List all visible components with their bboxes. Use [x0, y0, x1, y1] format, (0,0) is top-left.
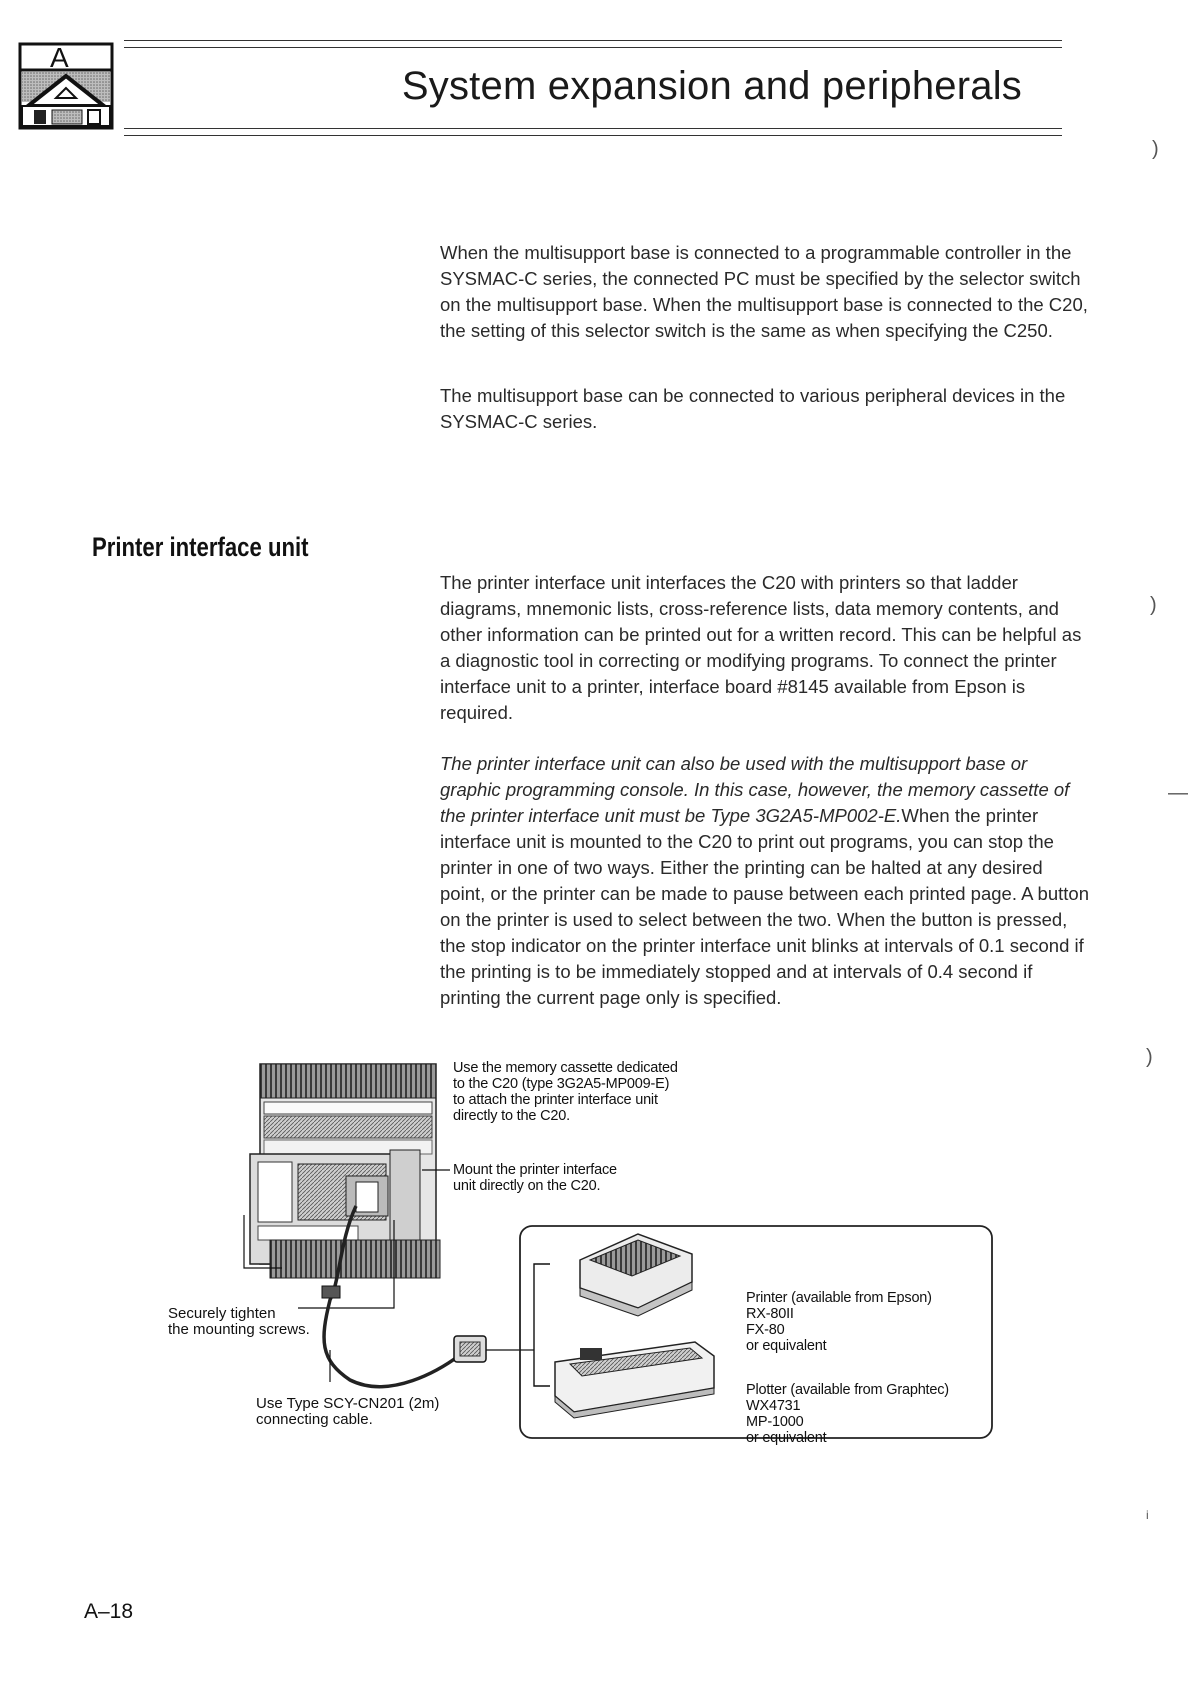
header-rule-bottom — [124, 128, 1062, 129]
caption-line: MP-1000 — [746, 1414, 804, 1430]
cable-clamp — [322, 1286, 340, 1298]
caption-line: connecting cable. — [256, 1411, 373, 1428]
caption-line: directly to the C20. — [453, 1108, 570, 1124]
caption-line: Use Type SCY-CN201 (2m) — [256, 1395, 440, 1412]
header-rule-top — [124, 40, 1062, 41]
caption-line: WX4731 — [746, 1398, 801, 1414]
caption-printer — [746, 1290, 932, 1354]
page-title: System expansion and peripherals — [401, 64, 1022, 108]
italic-note: The printer interface unit can also be used with the multisupport base or graphic programming console. In this case, however, the memory cassette of the printer interface unit must be Type 3G2A5-MP002-E. — [440, 753, 1070, 826]
margin-mark-2: ) — [1150, 594, 1157, 616]
caption-screws — [168, 1306, 310, 1338]
section-paragraph-2-rest: When the printer interface unit is mounted to the C20 to print out programs, you can stop the printer in one of two ways. Either the printing can be halted at any desired point, or the printer can be made to pause between each printed page. A button on the printer is used to select between the two. When the button is pressed, the stop indicator on the printer interface unit blinks at intervals of 0.1 second if the printing is to be immediately stopped and at intervals of 0.4 second if printing the current page only is specified. — [440, 805, 1089, 1008]
header-rule-bottom-2 — [124, 135, 1062, 136]
caption-line: Securely tighten — [168, 1305, 276, 1322]
db-connector — [454, 1336, 486, 1362]
printer-illustration — [580, 1234, 692, 1316]
margin-mark-4: ) — [1146, 1046, 1153, 1068]
connection-figure — [150, 1050, 1030, 1490]
caption-memory-cassette — [453, 1060, 678, 1124]
section-paragraph-2 — [440, 751, 1090, 1011]
caption-line: Plotter (available from Graphtec) — [746, 1382, 949, 1398]
caption-line: Mount the printer interface — [453, 1162, 617, 1178]
intro-paragraph-1: When the multisupport base is connected to a programmable controller in the SYSMAC-C series, the connected PC must be specified by the selector switch on the multisupport base. When the multisupport base is connected to the C20, the setting of this selector switch is the same as when specifying the C250. — [440, 242, 1088, 341]
chapter-logo — [18, 42, 114, 130]
section-paragraph-1: The printer interface unit interfaces the C20 with printers so that ladder diagrams, mnemonic lists, cross-reference lists, data memory contents, and other information can be printed out for a written record. This can be helpful as a diagnostic tool in correcting or modifying programs. To connect the printer interface unit to a printer, interface board #8145 available from Epson is required. — [440, 572, 1082, 723]
section-heading: Printer interface unit — [92, 532, 309, 562]
caption-plotter — [746, 1382, 949, 1446]
caption-cable — [256, 1396, 439, 1428]
caption-line: to the C20 (type 3G2A5-MP009-E) — [453, 1076, 670, 1092]
caption-line: RX-80II — [746, 1306, 794, 1322]
caption-line: FX-80 — [746, 1322, 785, 1338]
caption-line: Printer (available from Epson) — [746, 1290, 932, 1306]
margin-mark-1: ) — [1152, 138, 1159, 160]
caption-line: Use the memory cassette dedicated — [453, 1060, 678, 1076]
header-rule-top-2 — [124, 47, 1062, 48]
intro-paragraph-2: The multisupport base can be connected to various peripheral devices in the SYSMAC-C series. — [440, 385, 1066, 432]
caption-line: or equivalent — [746, 1338, 827, 1354]
caption-line: the mounting screws. — [168, 1321, 310, 1338]
caption-line: to attach the printer interface unit — [453, 1092, 658, 1108]
caption-line: unit directly on the C20. — [453, 1178, 601, 1194]
plotter-illustration — [555, 1342, 714, 1418]
margin-mark-5: i — [1146, 1508, 1149, 1522]
page-number: A–18 — [84, 1600, 134, 1623]
margin-mark-3: — — [1168, 782, 1188, 804]
caption-line: or equivalent — [746, 1430, 827, 1446]
logo-letter: A — [50, 42, 69, 73]
caption-mount — [453, 1162, 617, 1194]
